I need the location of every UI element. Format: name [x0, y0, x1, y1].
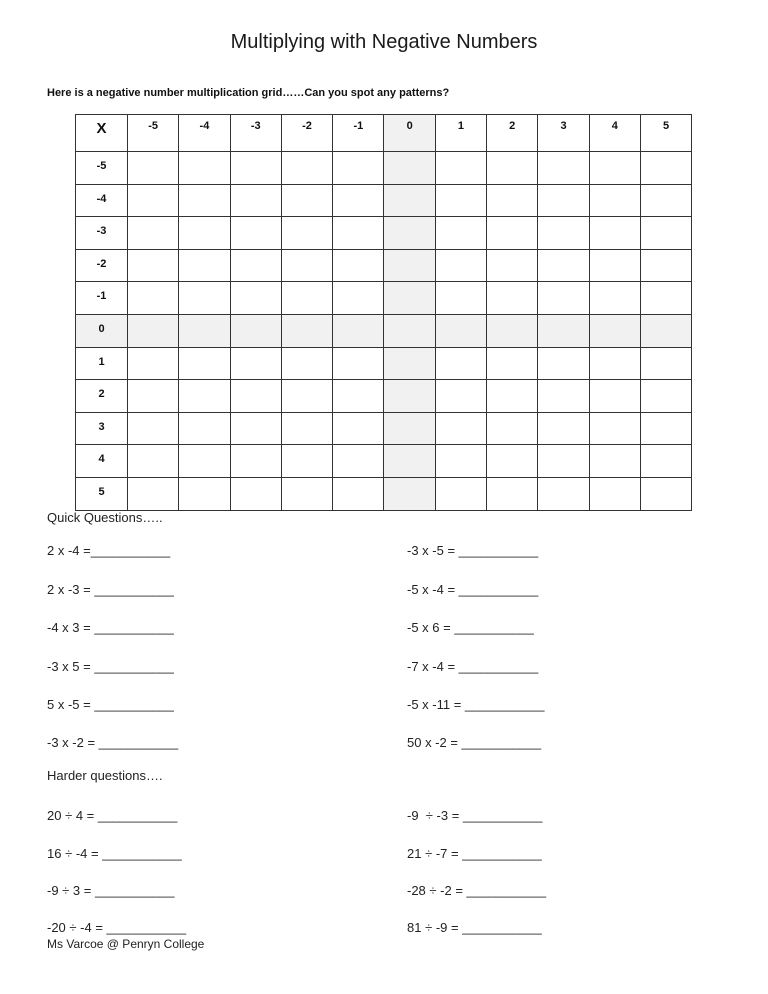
grid-row: [76, 445, 692, 478]
grid-answer-cell[interactable]: [538, 445, 589, 478]
grid-answer-cell[interactable]: [179, 380, 230, 413]
grid-answer-cell[interactable]: [589, 380, 640, 413]
grid-answer-cell[interactable]: [640, 217, 691, 250]
grid-answer-cell[interactable]: [487, 445, 538, 478]
harder-question: 20 ÷ 4 = ___________: [47, 808, 178, 823]
grid-answer-cell[interactable]: [435, 184, 486, 217]
harder-questions-heading: Harder questions….: [47, 768, 163, 783]
grid-answer-cell[interactable]: [281, 412, 332, 445]
grid-answer-cell[interactable]: [640, 282, 691, 315]
grid-answer-cell[interactable]: [589, 282, 640, 315]
grid-answer-cell[interactable]: [333, 347, 384, 380]
quick-question: -3 x 5 = ___________: [47, 659, 174, 674]
grid-answer-cell[interactable]: [487, 249, 538, 282]
grid-answer-cell[interactable]: [128, 347, 179, 380]
grid-answer-cell[interactable]: [333, 412, 384, 445]
grid-answer-cell[interactable]: [487, 314, 538, 347]
grid-answer-cell[interactable]: [589, 249, 640, 282]
grid-answer-cell[interactable]: [589, 445, 640, 478]
grid-answer-cell[interactable]: [384, 282, 435, 315]
grid-answer-cell[interactable]: [281, 477, 332, 510]
grid-answer-cell[interactable]: [281, 217, 332, 250]
grid-answer-cell[interactable]: [128, 477, 179, 510]
grid-answer-cell[interactable]: [487, 412, 538, 445]
grid-column-header: -5: [128, 115, 179, 152]
grid-answer-cell[interactable]: [179, 477, 230, 510]
page-title: Multiplying with Negative Numbers: [230, 31, 538, 53]
grid-answer-cell[interactable]: [384, 347, 435, 380]
quick-question: -3 x -2 = ___________: [47, 735, 179, 750]
grid-column-header: 4: [589, 115, 640, 152]
grid-answer-cell[interactable]: [179, 249, 230, 282]
quick-question: -5 x -11 = ___________: [407, 697, 545, 712]
grid-answer-cell[interactable]: [230, 412, 281, 445]
grid-row: [76, 152, 692, 185]
grid-answer-cell[interactable]: [589, 217, 640, 250]
grid-row-header: -1: [76, 282, 128, 315]
grid-answer-cell[interactable]: [640, 152, 691, 185]
grid-answer-cell[interactable]: [538, 412, 589, 445]
grid-answer-cell[interactable]: [333, 477, 384, 510]
grid-column-header: -3: [230, 115, 281, 152]
grid-column-header: 2: [487, 115, 538, 152]
grid-answer-cell[interactable]: [384, 217, 435, 250]
grid-answer-cell[interactable]: [230, 217, 281, 250]
grid-row: [76, 347, 692, 380]
grid-answer-cell[interactable]: [281, 282, 332, 315]
grid-answer-cell[interactable]: [128, 380, 179, 413]
grid-answer-cell[interactable]: [333, 380, 384, 413]
grid-header-row: [76, 115, 692, 152]
harder-question: 21 ÷ -7 = ___________: [407, 846, 542, 861]
grid-answer-cell[interactable]: [538, 314, 589, 347]
grid-answer-cell[interactable]: [333, 184, 384, 217]
grid-answer-cell[interactable]: [487, 152, 538, 185]
grid-answer-cell[interactable]: [640, 249, 691, 282]
grid-row: [76, 412, 692, 445]
grid-row-header: 0: [76, 314, 128, 347]
grid-answer-cell[interactable]: [538, 217, 589, 250]
quick-questions-heading: Quick Questions…..: [47, 510, 163, 525]
grid-answer-cell[interactable]: [128, 445, 179, 478]
grid-answer-cell[interactable]: [589, 477, 640, 510]
grid-answer-cell[interactable]: [179, 217, 230, 250]
grid-answer-cell[interactable]: [487, 347, 538, 380]
grid-answer-cell[interactable]: [384, 184, 435, 217]
grid-answer-cell[interactable]: [384, 412, 435, 445]
grid-answer-cell[interactable]: [435, 412, 486, 445]
grid-answer-cell[interactable]: [384, 152, 435, 185]
grid-answer-cell[interactable]: [538, 152, 589, 185]
grid-answer-cell[interactable]: [128, 412, 179, 445]
grid-column-header: -4: [179, 115, 230, 152]
grid-row: [76, 249, 692, 282]
grid-answer-cell[interactable]: [538, 477, 589, 510]
grid-answer-cell[interactable]: [230, 477, 281, 510]
grid-answer-cell[interactable]: [640, 314, 691, 347]
grid-answer-cell[interactable]: [230, 152, 281, 185]
grid-answer-cell[interactable]: [179, 347, 230, 380]
grid-answer-cell[interactable]: [179, 152, 230, 185]
grid-row: [76, 477, 692, 510]
grid-answer-cell[interactable]: [589, 412, 640, 445]
grid-answer-cell[interactable]: [128, 217, 179, 250]
grid-answer-cell[interactable]: [384, 445, 435, 478]
grid-answer-cell[interactable]: [487, 380, 538, 413]
grid-row-header: 1: [76, 347, 128, 380]
quick-question: 5 x -5 = ___________: [47, 697, 174, 712]
grid-answer-cell[interactable]: [333, 152, 384, 185]
grid-answer-cell[interactable]: [230, 314, 281, 347]
grid-answer-cell[interactable]: [281, 445, 332, 478]
quick-question: 2 x -4 =___________: [47, 543, 171, 558]
grid-answer-cell[interactable]: [281, 184, 332, 217]
quick-question: -5 x 6 = ___________: [407, 620, 534, 635]
grid-answer-cell[interactable]: [487, 282, 538, 315]
harder-question: -9 ÷ 3 = ___________: [47, 883, 175, 898]
grid-answer-cell[interactable]: [640, 412, 691, 445]
grid-answer-cell[interactable]: [128, 314, 179, 347]
quick-question: 50 x -2 = ___________: [407, 735, 542, 750]
quick-question: -7 x -4 = ___________: [407, 659, 539, 674]
grid-answer-cell[interactable]: [179, 314, 230, 347]
grid-answer-cell[interactable]: [589, 184, 640, 217]
grid-answer-cell[interactable]: [640, 477, 691, 510]
grid-answer-cell[interactable]: [487, 184, 538, 217]
harder-question: -9 ÷ -3 = ___________: [407, 808, 543, 823]
grid-answer-cell[interactable]: [128, 152, 179, 185]
grid-answer-cell[interactable]: [281, 314, 332, 347]
harder-question: -28 ÷ -2 = ___________: [407, 883, 547, 898]
grid-column-header: 0: [384, 115, 435, 152]
grid-row-header: 5: [76, 477, 128, 510]
grid-answer-cell[interactable]: [640, 184, 691, 217]
grid-corner-label: X: [76, 115, 128, 152]
grid-row-header: -3: [76, 217, 128, 250]
quick-question: -4 x 3 = ___________: [47, 620, 174, 635]
grid-answer-cell[interactable]: [333, 445, 384, 478]
grid-answer-cell[interactable]: [538, 282, 589, 315]
grid-answer-cell[interactable]: [333, 249, 384, 282]
grid-column-header: 3: [538, 115, 589, 152]
grid-row-header: 4: [76, 445, 128, 478]
grid-answer-cell[interactable]: [435, 477, 486, 510]
grid-answer-cell[interactable]: [435, 249, 486, 282]
grid-answer-cell[interactable]: [281, 380, 332, 413]
grid-answer-cell[interactable]: [435, 445, 486, 478]
grid-row-header: -4: [76, 184, 128, 217]
quick-question: -3 x -5 = ___________: [407, 543, 539, 558]
grid-answer-cell[interactable]: [435, 217, 486, 250]
grid-row: [76, 217, 692, 250]
grid-answer-cell[interactable]: [640, 380, 691, 413]
quick-question: 2 x -3 = ___________: [47, 582, 174, 597]
grid-row-header: -2: [76, 249, 128, 282]
grid-answer-cell[interactable]: [640, 445, 691, 478]
grid-answer-cell[interactable]: [230, 282, 281, 315]
grid-answer-cell[interactable]: [230, 347, 281, 380]
grid-answer-cell[interactable]: [281, 347, 332, 380]
grid-answer-cell[interactable]: [435, 282, 486, 315]
grid-answer-cell[interactable]: [435, 314, 486, 347]
grid-row-header: 3: [76, 412, 128, 445]
grid-answer-cell[interactable]: [128, 282, 179, 315]
grid-answer-cell[interactable]: [640, 347, 691, 380]
grid-answer-cell[interactable]: [538, 249, 589, 282]
grid-answer-cell[interactable]: [230, 249, 281, 282]
grid-answer-cell[interactable]: [128, 184, 179, 217]
grid-answer-cell[interactable]: [589, 347, 640, 380]
grid-answer-cell[interactable]: [230, 184, 281, 217]
harder-question: 16 ÷ -4 = ___________: [47, 846, 182, 861]
footer-credit: Ms Varcoe @ Penryn College: [47, 937, 205, 951]
grid-row: [76, 282, 692, 315]
grid-answer-cell[interactable]: [384, 314, 435, 347]
grid-column-header: -2: [281, 115, 332, 152]
grid-row-header: 2: [76, 380, 128, 413]
grid-answer-cell[interactable]: [538, 184, 589, 217]
grid-answer-cell[interactable]: [538, 380, 589, 413]
grid-answer-cell[interactable]: [384, 477, 435, 510]
multiplication-grid: [75, 114, 692, 511]
grid-column-header: 5: [640, 115, 691, 152]
grid-answer-cell[interactable]: [435, 380, 486, 413]
grid-column-header: -1: [333, 115, 384, 152]
grid-answer-cell[interactable]: [589, 152, 640, 185]
grid-answer-cell[interactable]: [435, 152, 486, 185]
grid-column-header: 1: [435, 115, 486, 152]
grid-answer-cell[interactable]: [384, 380, 435, 413]
harder-question: 81 ÷ -9 = ___________: [407, 920, 542, 935]
grid-answer-cell[interactable]: [179, 184, 230, 217]
grid-row-header: -5: [76, 152, 128, 185]
grid-answer-cell[interactable]: [384, 249, 435, 282]
grid-row: [76, 314, 692, 347]
grid-answer-cell[interactable]: [487, 217, 538, 250]
grid-answer-cell[interactable]: [589, 314, 640, 347]
grid-row: [76, 184, 692, 217]
grid-answer-cell[interactable]: [179, 445, 230, 478]
grid-answer-cell[interactable]: [230, 445, 281, 478]
grid-answer-cell[interactable]: [281, 152, 332, 185]
grid-answer-cell[interactable]: [333, 314, 384, 347]
intro-text: Here is a negative number multiplication grid……Can you spot any patterns?: [47, 87, 450, 99]
grid-answer-cell[interactable]: [281, 249, 332, 282]
grid-answer-cell[interactable]: [333, 217, 384, 250]
grid-answer-cell[interactable]: [128, 249, 179, 282]
grid-answer-cell[interactable]: [230, 380, 281, 413]
harder-question: -20 ÷ -4 = ___________: [47, 920, 187, 935]
grid-answer-cell[interactable]: [487, 477, 538, 510]
quick-question: -5 x -4 = ___________: [407, 582, 539, 597]
grid-answer-cell[interactable]: [333, 282, 384, 315]
grid-answer-cell[interactable]: [435, 347, 486, 380]
grid-answer-cell[interactable]: [538, 347, 589, 380]
grid-answer-cell[interactable]: [179, 282, 230, 315]
grid-row: [76, 380, 692, 413]
grid-answer-cell[interactable]: [179, 412, 230, 445]
